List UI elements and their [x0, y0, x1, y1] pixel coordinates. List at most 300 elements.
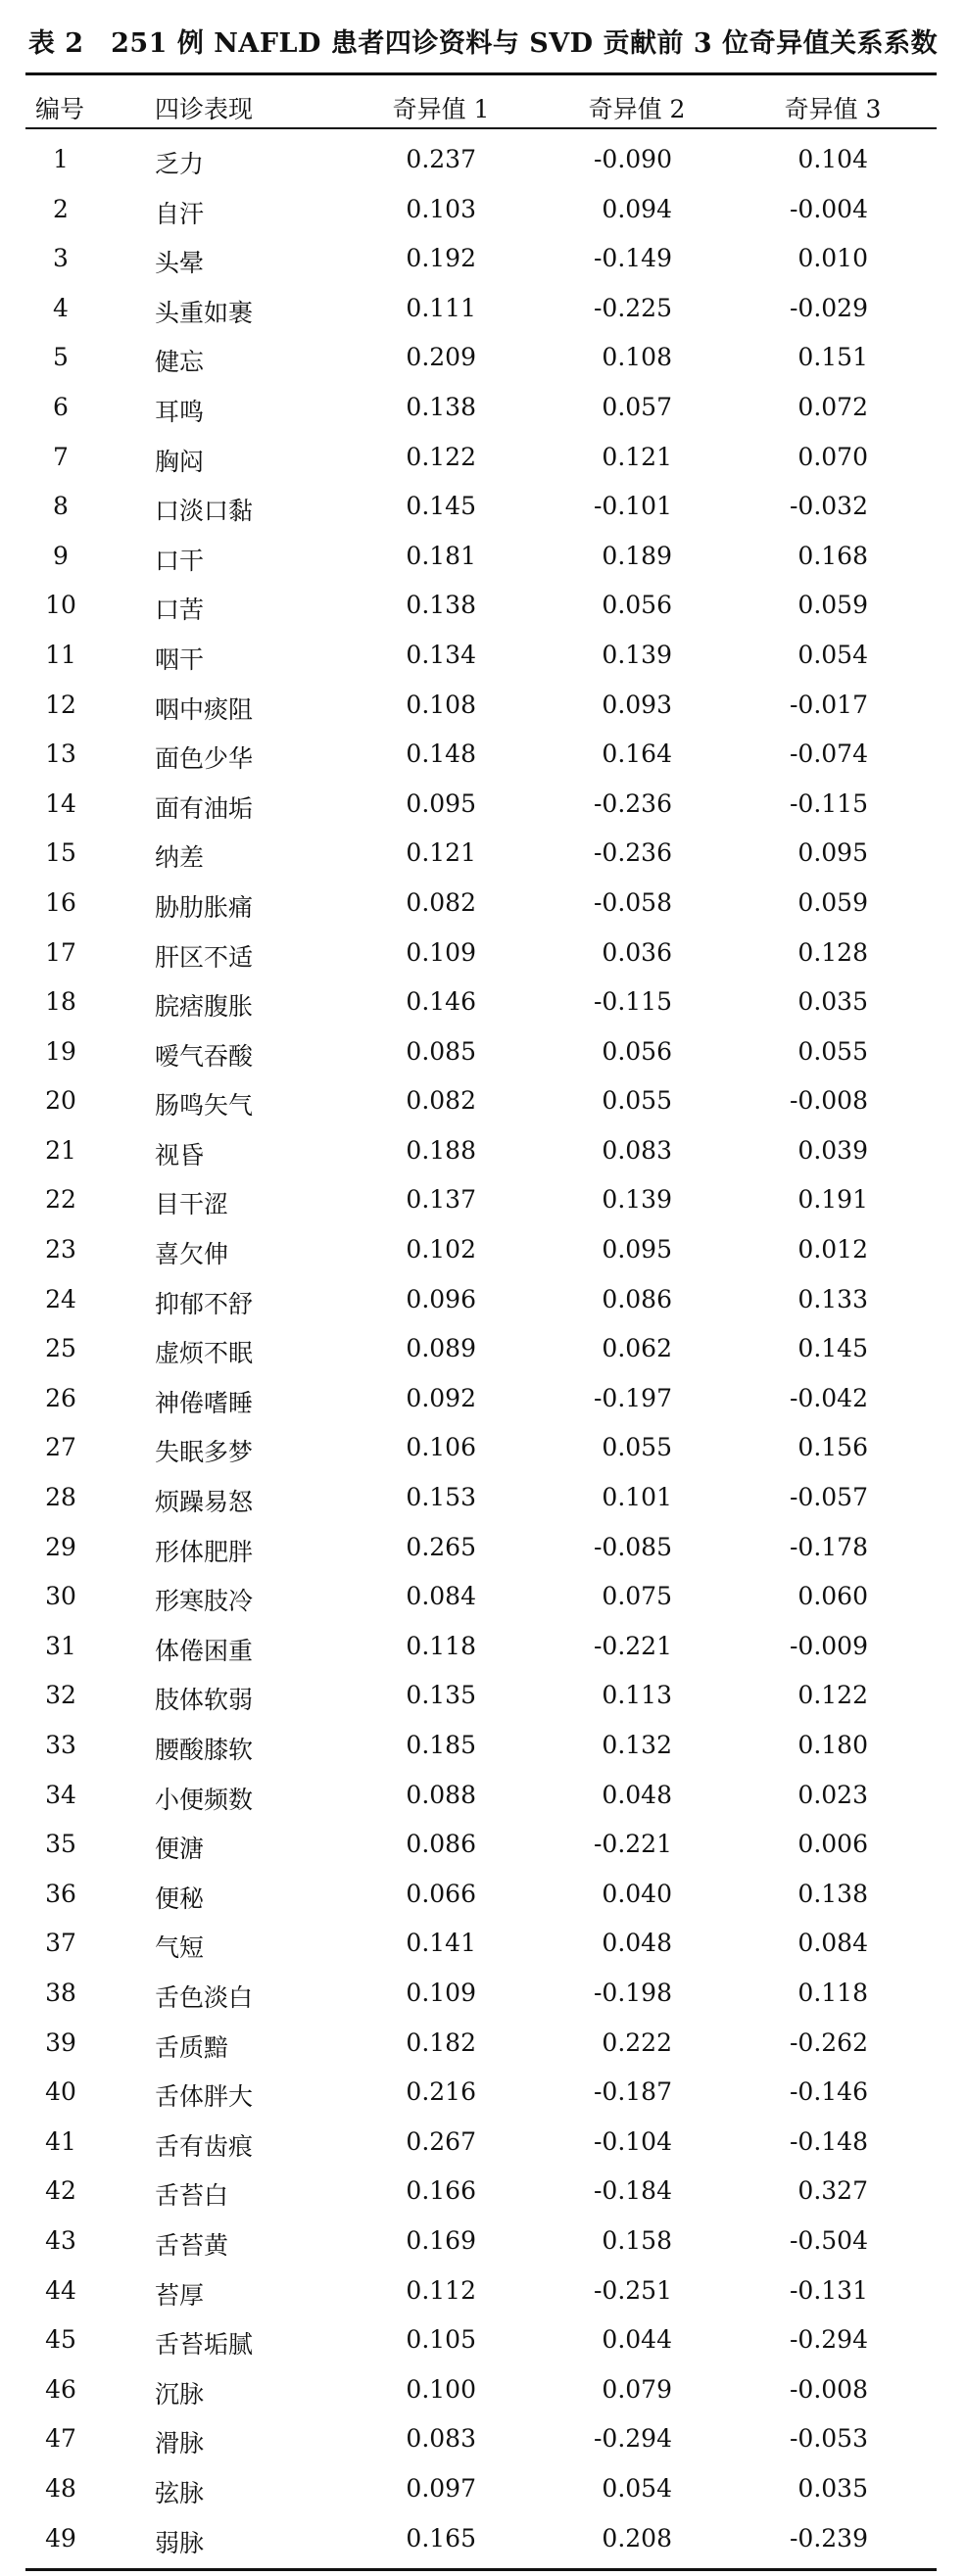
row-sv2: 0.093: [602, 690, 672, 719]
row-sv2: 0.189: [602, 541, 672, 570]
row-sv3: -0.032: [789, 492, 868, 521]
row-sv1: 0.153: [406, 1483, 476, 1512]
row-sv3: -0.029: [789, 293, 868, 322]
row-symptom: 喜欠伸: [155, 1240, 229, 1269]
row-symptom: 烦躁易怒: [155, 1488, 254, 1517]
row-id: 26: [45, 1383, 76, 1412]
table-row: [0, 633, 966, 683]
row-id: 2: [53, 194, 69, 223]
row-sv3: -0.115: [789, 788, 868, 818]
row-sv1: 0.146: [406, 987, 476, 1017]
row-symptom: 虚烦不眠: [155, 1339, 254, 1368]
row-sv1: 0.137: [406, 1185, 476, 1215]
row-id: 12: [45, 690, 76, 719]
row-sv2: 0.056: [602, 591, 672, 620]
row-sv1: 0.237: [406, 145, 476, 173]
row-id: 29: [45, 1532, 76, 1561]
row-sv3: 0.104: [797, 145, 868, 173]
table-row: [0, 2466, 966, 2516]
row-sv1: 0.169: [406, 2225, 476, 2255]
row-symptom: 舌体胖大: [155, 2082, 254, 2112]
table-row: [0, 1326, 966, 1376]
row-symptom: 头晕: [155, 249, 205, 278]
row-sv3: 0.145: [797, 1334, 868, 1363]
row-symptom: 舌苔黄: [155, 2230, 229, 2260]
row-id: 38: [45, 1978, 76, 2007]
row-sv2: 0.222: [602, 2027, 672, 2057]
row-symptom: 舌质黯: [155, 2032, 229, 2062]
row-sv2: 0.075: [602, 1582, 672, 1611]
row-symptom: 口淡口黏: [155, 497, 254, 526]
table-row: [0, 2169, 966, 2218]
row-sv2: 0.062: [602, 1334, 672, 1363]
row-sv1: 0.089: [406, 1334, 476, 1363]
row-sv3: -0.008: [789, 2374, 868, 2404]
row-id: 7: [53, 442, 69, 471]
row-sv2: -0.221: [593, 1830, 672, 1859]
table-title: 表 2 251 例 NAFLD 患者四诊资料与 SVD 贡献前 3 位奇异值关系系数: [27, 28, 939, 59]
row-id: 19: [45, 1036, 76, 1066]
row-sv2: -0.058: [593, 887, 672, 917]
row-symptom: 咽干: [155, 644, 205, 674]
row-sv3: -0.146: [789, 2077, 868, 2107]
row-id: 34: [45, 1780, 76, 1809]
table-row: [0, 1574, 966, 1624]
row-sv1: 0.138: [406, 392, 476, 421]
row-sv2: -0.090: [593, 145, 672, 173]
row-symptom: 口干: [155, 546, 205, 575]
row-sv2: -0.251: [593, 2275, 672, 2305]
table-row: [0, 2367, 966, 2417]
table-row: [0, 1177, 966, 1227]
row-symptom: 形体肥胖: [155, 1537, 254, 1566]
row-id: 45: [45, 2325, 76, 2355]
row-sv3: -0.239: [789, 2523, 868, 2552]
row-sv3: -0.009: [789, 1631, 868, 1660]
table-row: [0, 1921, 966, 1971]
row-sv1: 0.165: [406, 2523, 476, 2552]
row-sv2: -0.085: [593, 1532, 672, 1561]
table-row: [0, 1624, 966, 1674]
row-sv1: 0.088: [406, 1780, 476, 1809]
row-sv3: 0.138: [797, 1879, 868, 1908]
row-sv2: 0.079: [602, 2374, 672, 2404]
row-symptom: 目干涩: [155, 1190, 229, 1219]
row-sv2: 0.044: [602, 2325, 672, 2355]
row-sv2: -0.101: [593, 492, 672, 521]
table-row: [0, 1773, 966, 1823]
row-sv2: 0.139: [602, 1185, 672, 1215]
top-rule: [25, 72, 937, 75]
row-sv1: 0.095: [406, 788, 476, 818]
table-row: [0, 385, 966, 435]
row-sv1: 0.135: [406, 1681, 476, 1710]
row-sv1: 0.148: [406, 739, 476, 769]
table-row: [0, 1822, 966, 1872]
row-id: 43: [45, 2225, 76, 2255]
row-id: 5: [53, 343, 69, 372]
table-body: [0, 137, 966, 2565]
table-row: [0, 1872, 966, 1922]
row-sv1: 0.145: [406, 492, 476, 521]
row-sv1: 0.112: [406, 2275, 476, 2305]
row-sv2: 0.036: [602, 937, 672, 967]
row-sv1: 0.086: [406, 1830, 476, 1859]
row-sv3: 0.180: [797, 1731, 868, 1759]
row-sv1: 0.134: [406, 640, 476, 669]
row-symptom: 面有油垢: [155, 793, 254, 823]
row-symptom: 纳差: [155, 843, 205, 873]
table-row: [0, 2218, 966, 2268]
table-row: [0, 930, 966, 980]
row-symptom: 舌苔垢腻: [155, 2330, 254, 2360]
table-row: [0, 1029, 966, 1079]
header-sv1: 奇异值 1: [392, 95, 490, 123]
row-symptom: 头重如裹: [155, 298, 254, 327]
table-row: [0, 2516, 966, 2566]
row-id: 30: [45, 1582, 76, 1611]
row-symptom: 神倦嗜睡: [155, 1388, 254, 1417]
row-id: 11: [45, 640, 76, 669]
row-sv2: 0.055: [602, 1086, 672, 1116]
row-sv3: 0.054: [797, 640, 868, 669]
row-sv2: 0.057: [602, 392, 672, 421]
row-sv3: 0.128: [797, 937, 868, 967]
row-sv2: -0.236: [593, 838, 672, 868]
row-symptom: 体倦困重: [155, 1636, 254, 1665]
row-sv3: -0.504: [789, 2225, 868, 2255]
row-id: 47: [45, 2424, 76, 2454]
row-symptom: 苔厚: [155, 2280, 205, 2310]
row-sv2: 0.132: [602, 1731, 672, 1759]
table-row: [0, 435, 966, 485]
row-sv2: 0.054: [602, 2473, 672, 2503]
row-symptom: 舌色淡白: [155, 1982, 254, 2012]
row-sv1: 0.192: [406, 244, 476, 273]
row-symptom: 失眠多梦: [155, 1438, 254, 1467]
row-symptom: 肝区不适: [155, 942, 254, 972]
row-sv1: 0.092: [406, 1383, 476, 1412]
table-row: [0, 1227, 966, 1277]
table-row: [0, 2317, 966, 2367]
row-symptom: 弱脉: [155, 2528, 205, 2557]
table-row: [0, 335, 966, 385]
row-id: 28: [45, 1483, 76, 1512]
row-id: 25: [45, 1334, 76, 1363]
row-sv2: 0.108: [602, 343, 672, 372]
row-sv1: 0.138: [406, 591, 476, 620]
row-sv1: 0.188: [406, 1135, 476, 1165]
row-sv2: 0.164: [602, 739, 672, 769]
row-sv1: 0.182: [406, 2027, 476, 2057]
row-id: 22: [45, 1185, 76, 1215]
row-sv2: 0.139: [602, 640, 672, 669]
row-symptom: 沉脉: [155, 2379, 205, 2409]
row-symptom: 咽中痰阻: [155, 694, 254, 724]
row-symptom: 健忘: [155, 348, 205, 377]
table-row: [0, 979, 966, 1029]
row-id: 27: [45, 1433, 76, 1462]
row-sv1: 0.100: [406, 2374, 476, 2404]
row-sv1: 0.185: [406, 1731, 476, 1759]
row-id: 36: [45, 1879, 76, 1908]
row-sv2: 0.095: [602, 1235, 672, 1264]
row-sv2: -0.221: [593, 1631, 672, 1660]
row-sv2: 0.040: [602, 1879, 672, 1908]
table-row: [0, 1376, 966, 1426]
table-row: [0, 1673, 966, 1723]
table-row: [0, 2070, 966, 2120]
row-sv3: 0.060: [797, 1582, 868, 1611]
row-id: 10: [45, 591, 76, 620]
row-id: 1: [53, 145, 69, 173]
table-row: [0, 1525, 966, 1575]
table-row: [0, 2120, 966, 2170]
table-row: [0, 2268, 966, 2318]
row-sv3: -0.053: [789, 2424, 868, 2454]
row-id: 21: [45, 1135, 76, 1165]
row-sv3: 0.133: [797, 1284, 868, 1313]
row-sv3: 0.156: [797, 1433, 868, 1462]
row-symptom: 气短: [155, 1933, 205, 1963]
row-sv1: 0.102: [406, 1235, 476, 1264]
row-id: 37: [45, 1929, 76, 1958]
row-id: 20: [45, 1086, 76, 1116]
row-id: 16: [45, 887, 76, 917]
row-sv1: 0.096: [406, 1284, 476, 1313]
table-row: [0, 1475, 966, 1525]
table-row: [0, 683, 966, 733]
row-sv2: 0.086: [602, 1284, 672, 1313]
row-sv2: 0.055: [602, 1433, 672, 1462]
row-symptom: 自汗: [155, 199, 205, 228]
row-sv2: 0.094: [602, 194, 672, 223]
row-sv2: 0.158: [602, 2225, 672, 2255]
row-sv3: 0.012: [797, 1235, 868, 1264]
row-sv3: -0.131: [789, 2275, 868, 2305]
row-sv1: 0.141: [406, 1929, 476, 1958]
row-sv3: 0.039: [797, 1135, 868, 1165]
row-id: 39: [45, 2027, 76, 2057]
table-row: [0, 1425, 966, 1475]
row-sv3: 0.055: [797, 1036, 868, 1066]
row-sv1: 0.118: [406, 1631, 476, 1660]
row-sv3: 0.006: [797, 1830, 868, 1859]
row-id: 8: [53, 492, 69, 521]
header-rule: [25, 127, 937, 129]
row-sv2: 0.101: [602, 1483, 672, 1512]
row-id: 13: [45, 739, 76, 769]
row-sv3: -0.262: [789, 2027, 868, 2057]
row-sv3: -0.294: [789, 2325, 868, 2355]
row-id: 23: [45, 1235, 76, 1264]
row-sv3: 0.070: [797, 442, 868, 471]
row-symptom: 舌有齿痕: [155, 2131, 254, 2161]
header-id: 编号: [35, 95, 85, 123]
row-id: 4: [53, 293, 69, 322]
table-row: [0, 484, 966, 534]
row-symptom: 肢体软弱: [155, 1686, 254, 1715]
table-row: [0, 881, 966, 930]
table-row: [0, 1128, 966, 1178]
row-sv3: 0.095: [797, 838, 868, 868]
table-row: [0, 1971, 966, 2021]
row-symptom: 嗳气吞酸: [155, 1041, 254, 1071]
table-row: [0, 286, 966, 336]
row-id: 44: [45, 2275, 76, 2305]
table-row: [0, 2416, 966, 2466]
row-sv2: -0.294: [593, 2424, 672, 2454]
row-sv1: 0.084: [406, 1582, 476, 1611]
row-sv1: 0.083: [406, 2424, 476, 2454]
row-sv1: 0.082: [406, 1086, 476, 1116]
row-id: 17: [45, 937, 76, 967]
table-row: [0, 534, 966, 584]
row-sv2: 0.048: [602, 1929, 672, 1958]
row-sv3: 0.023: [797, 1780, 868, 1809]
row-sv1: 0.109: [406, 1978, 476, 2007]
row-id: 14: [45, 788, 76, 818]
row-id: 24: [45, 1284, 76, 1313]
row-symptom: 肠鸣矢气: [155, 1091, 254, 1121]
row-id: 18: [45, 987, 76, 1017]
table-row: [0, 831, 966, 881]
row-symptom: 形寒肢冷: [155, 1587, 254, 1616]
row-sv2: -0.236: [593, 788, 672, 818]
row-sv1: 0.066: [406, 1879, 476, 1908]
row-sv3: -0.148: [789, 2126, 868, 2156]
row-symptom: 耳鸣: [155, 397, 205, 426]
row-symptom: 胸闷: [155, 447, 205, 476]
row-sv2: 0.113: [602, 1681, 672, 1710]
row-id: 40: [45, 2077, 76, 2107]
row-sv2: 0.083: [602, 1135, 672, 1165]
row-symptom: 腰酸膝软: [155, 1736, 254, 1764]
row-sv3: -0.017: [789, 690, 868, 719]
row-sv1: 0.103: [406, 194, 476, 223]
table-row: [0, 1277, 966, 1327]
table-row: [0, 2021, 966, 2071]
row-symptom: 视昏: [155, 1140, 205, 1169]
row-sv1: 0.097: [406, 2473, 476, 2503]
row-symptom: 便溏: [155, 1835, 205, 1864]
row-sv3: -0.042: [789, 1383, 868, 1412]
table-row: [0, 732, 966, 782]
row-sv3: -0.178: [789, 1532, 868, 1561]
row-sv3: -0.004: [789, 194, 868, 223]
row-sv1: 0.122: [406, 442, 476, 471]
row-symptom: 弦脉: [155, 2478, 205, 2507]
row-symptom: 脘痞腹胀: [155, 992, 254, 1022]
table-row: [0, 236, 966, 286]
row-sv3: 0.084: [797, 1929, 868, 1958]
row-sv2: -0.198: [593, 1978, 672, 2007]
row-sv3: 0.118: [797, 1978, 868, 2007]
row-sv3: 0.059: [797, 887, 868, 917]
row-sv3: 0.072: [797, 392, 868, 421]
table-row: [0, 583, 966, 633]
table-row: [0, 187, 966, 237]
row-sv2: -0.187: [593, 2077, 672, 2107]
row-id: 42: [45, 2176, 76, 2206]
row-id: 15: [45, 838, 76, 868]
row-sv2: -0.149: [593, 244, 672, 273]
table-header: [0, 86, 966, 125]
row-sv2: -0.104: [593, 2126, 672, 2156]
row-sv3: 0.059: [797, 591, 868, 620]
row-id: 41: [45, 2126, 76, 2156]
row-sv1: 0.108: [406, 690, 476, 719]
row-sv2: 0.056: [602, 1036, 672, 1066]
table-row: [0, 137, 966, 187]
row-sv2: 0.208: [602, 2523, 672, 2552]
row-sv2: -0.184: [593, 2176, 672, 2206]
row-sv1: 0.085: [406, 1036, 476, 1066]
row-sv2: -0.197: [593, 1383, 672, 1412]
row-sv3: 0.035: [797, 987, 868, 1017]
row-id: 48: [45, 2473, 76, 2503]
row-sv3: -0.074: [789, 739, 868, 769]
row-sv1: 0.111: [406, 293, 476, 322]
row-symptom: 胁肋胀痛: [155, 892, 254, 922]
row-sv1: 0.109: [406, 937, 476, 967]
row-id: 49: [45, 2523, 76, 2552]
table-row: [0, 1723, 966, 1773]
header-sv3: 奇异值 3: [784, 95, 882, 123]
bottom-rule: [25, 2568, 937, 2571]
row-sv1: 0.265: [406, 1532, 476, 1561]
row-id: 6: [53, 392, 69, 421]
row-sv1: 0.082: [406, 887, 476, 917]
row-sv1: 0.267: [406, 2126, 476, 2156]
row-symptom: 抑郁不舒: [155, 1289, 254, 1318]
row-id: 46: [45, 2374, 76, 2404]
row-id: 3: [53, 244, 69, 273]
row-sv2: 0.048: [602, 1780, 672, 1809]
row-sv2: -0.115: [593, 987, 672, 1017]
row-id: 32: [45, 1681, 76, 1710]
row-symptom: 口苦: [155, 596, 205, 625]
row-sv2: 0.121: [602, 442, 672, 471]
row-symptom: 滑脉: [155, 2429, 205, 2458]
row-sv1: 0.209: [406, 343, 476, 372]
row-id: 35: [45, 1830, 76, 1859]
row-sv3: -0.057: [789, 1483, 868, 1512]
row-sv3: 0.191: [797, 1185, 868, 1215]
table-row: [0, 782, 966, 832]
row-sv1: 0.181: [406, 541, 476, 570]
row-symptom: 舌苔白: [155, 2181, 229, 2211]
header-symptom: 四诊表现: [155, 95, 254, 123]
table-row: [0, 1078, 966, 1128]
row-symptom: 面色少华: [155, 744, 254, 774]
row-sv1: 0.166: [406, 2176, 476, 2206]
row-sv1: 0.106: [406, 1433, 476, 1462]
row-id: 31: [45, 1631, 76, 1660]
row-id: 33: [45, 1731, 76, 1759]
row-sv3: 0.168: [797, 541, 868, 570]
row-sv3: 0.010: [797, 244, 868, 273]
row-sv3: 0.327: [797, 2176, 868, 2206]
row-id: 9: [53, 541, 69, 570]
row-sv2: -0.225: [593, 293, 672, 322]
row-sv3: 0.151: [797, 343, 868, 372]
row-sv3: 0.122: [797, 1681, 868, 1710]
row-sv3: 0.035: [797, 2473, 868, 2503]
row-sv1: 0.216: [406, 2077, 476, 2107]
row-sv3: -0.008: [789, 1086, 868, 1116]
header-sv2: 奇异值 2: [588, 95, 686, 123]
